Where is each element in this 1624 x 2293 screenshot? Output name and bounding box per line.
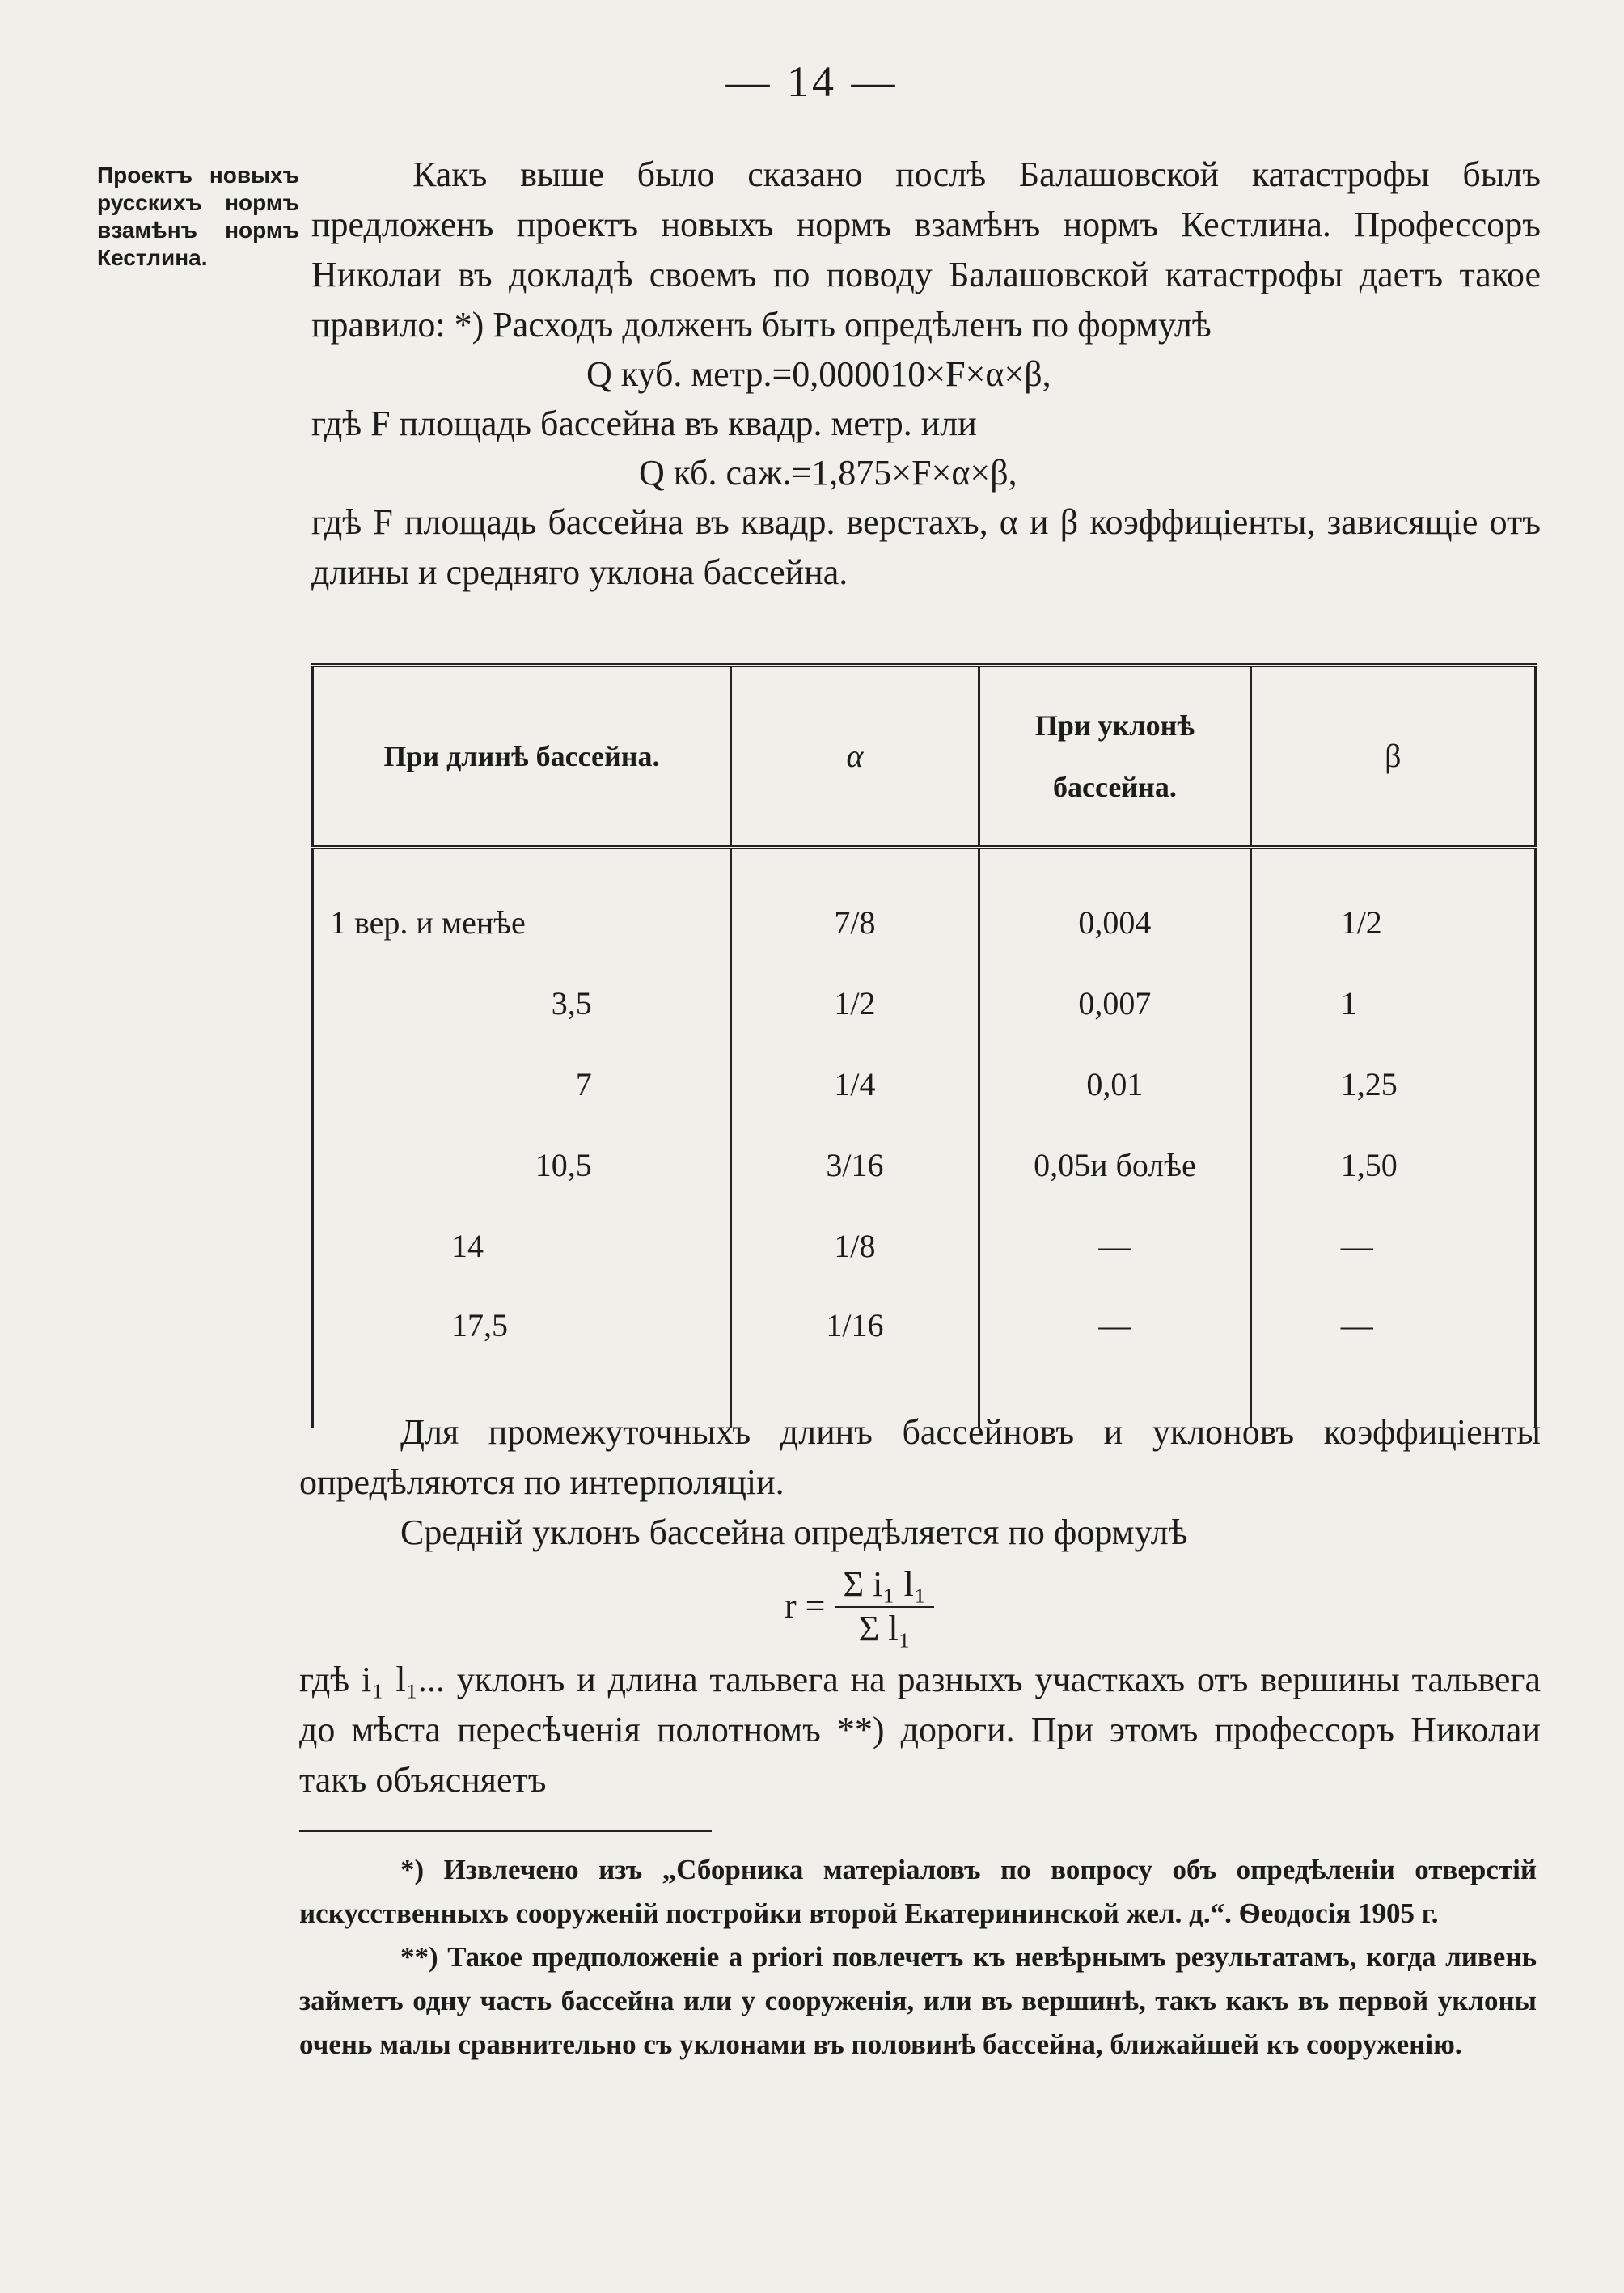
- mean-slope-formula: [299, 1558, 1541, 1655]
- cell-slope: 0,05и болѣе: [979, 1124, 1251, 1205]
- thalweg-paragraph: гдѣ i₁ l₁... уклонъ и длина тальвега на разныхъ участкахъ отъ вершины тальвега до мѣста пересѣченія полотномъ **) дороги. При этомъ профессоръ Николаи такъ объясняетъ: [299, 1660, 1541, 1800]
- cell-slope: —: [979, 1286, 1251, 1428]
- table-row: [313, 1043, 1536, 1124]
- header-slope: При уклонѣ бассейна.: [979, 666, 1251, 848]
- cell-length: 1 вер. и менѣе: [313, 848, 731, 963]
- table-row: [313, 1286, 1536, 1428]
- table-row: [313, 1124, 1536, 1205]
- footnotes: [299, 1848, 1537, 2067]
- after-table-text: [299, 1407, 1541, 1805]
- cell-beta: —: [1250, 1205, 1535, 1286]
- formula-lhs: r =: [785, 1586, 826, 1626]
- cell-beta: 1: [1250, 962, 1535, 1043]
- coefficient-table: [311, 663, 1537, 1428]
- cell-alpha: 1/16: [730, 1286, 979, 1428]
- cell-alpha: 1/8: [730, 1205, 979, 1286]
- cell-beta: 1/2: [1250, 848, 1535, 963]
- table-row: [313, 962, 1536, 1043]
- cell-length: 17,5: [313, 1286, 731, 1428]
- intro-coefficients: гдѣ F площадь бассейна въ квадр. верстахъ, α и β коэффиціенты, зависящіе отъ длины и средняго уклона бассейна.: [311, 502, 1541, 592]
- cell-alpha: 1/4: [730, 1043, 979, 1124]
- interpolation-paragraph: Для промежуточныхъ длинъ бассейновъ и уклоновъ коэффиціенты опредѣляются по интерполяціи.: [299, 1412, 1541, 1502]
- cell-alpha: 7/8: [730, 848, 979, 963]
- cell-length: 10,5: [313, 1124, 731, 1205]
- footnote-1: *) Извлечено изъ „Сборника матеріаловъ по вопросу объ опредѣленіи отверстій искусственныхъ сооруженій постройки второй Екатерининской жел. д.“. Ѳеодосія 1905 г.: [299, 1854, 1537, 1929]
- header-alpha: α: [730, 666, 979, 848]
- cell-beta: —: [1250, 1286, 1535, 1428]
- cell-length: 14: [313, 1205, 731, 1286]
- footnote-rule: [299, 1830, 712, 1832]
- intro-text: [311, 150, 1541, 598]
- cell-slope: 0,01: [979, 1043, 1251, 1124]
- table-header-row: [313, 666, 1536, 848]
- table-row: [313, 848, 1536, 963]
- cell-length: 3,5: [313, 962, 731, 1043]
- cell-alpha: 3/16: [730, 1124, 979, 1205]
- formula-fraction: [835, 1563, 934, 1650]
- intro-paragraph: Какъ выше было сказано послѣ Балашовской катастрофы былъ предложенъ проектъ новыхъ нормъ взамѣнъ нормъ Кестлина. Профессоръ Николаи въ докладѣ своемъ по поводу Балашовской катастрофы даетъ такое правило: *) Расходъ долженъ быть опредѣленъ по формулѣ: [311, 154, 1541, 345]
- cell-beta: 1,50: [1250, 1124, 1535, 1205]
- cell-alpha: 1/2: [730, 962, 979, 1043]
- formula-numerator: Σ i₁ l₁: [835, 1563, 934, 1608]
- cell-length: 7: [313, 1043, 731, 1124]
- page-number: — 14 —: [725, 57, 899, 106]
- footnote-2: **) Такое предположеніе а priori повлечетъ къ невѣрнымъ результатамъ, когда ливень займетъ одну часть бассейна или у сооруженія, или въ вершинѣ, такъ какъ въ первой уклоны очень малы сравнительно съ уклонами въ половинѣ бассейна, ближайшей къ сооруженію.: [299, 1941, 1537, 2060]
- mean-slope-paragraph: Среднiй уклонъ бассейна опредѣляется по формулѣ: [400, 1512, 1188, 1552]
- cell-beta: 1,25: [1250, 1043, 1535, 1124]
- table-row: [313, 1205, 1536, 1286]
- formula-cubic-sazhen: Q кб. саж.=1,875×F×α×β,: [639, 453, 1017, 493]
- margin-note: Проектъ новыхъ русскихъ нормъ взамѣнъ нормъ Кестлина.: [97, 163, 299, 270]
- formula-denominator: Σ l₁: [858, 1608, 911, 1648]
- intro-area-meters: гдѣ F площадь бассейна въ квадр. метр. или: [311, 404, 977, 443]
- header-beta: β: [1250, 666, 1535, 848]
- cell-slope: —: [979, 1205, 1251, 1286]
- formula-cubic-meters: Q куб. метр.=0,000010×F×α×β,: [586, 354, 1051, 394]
- cell-slope: 0,004: [979, 848, 1251, 963]
- header-length: При длинѣ бассейна.: [313, 666, 731, 848]
- cell-slope: 0,007: [979, 962, 1251, 1043]
